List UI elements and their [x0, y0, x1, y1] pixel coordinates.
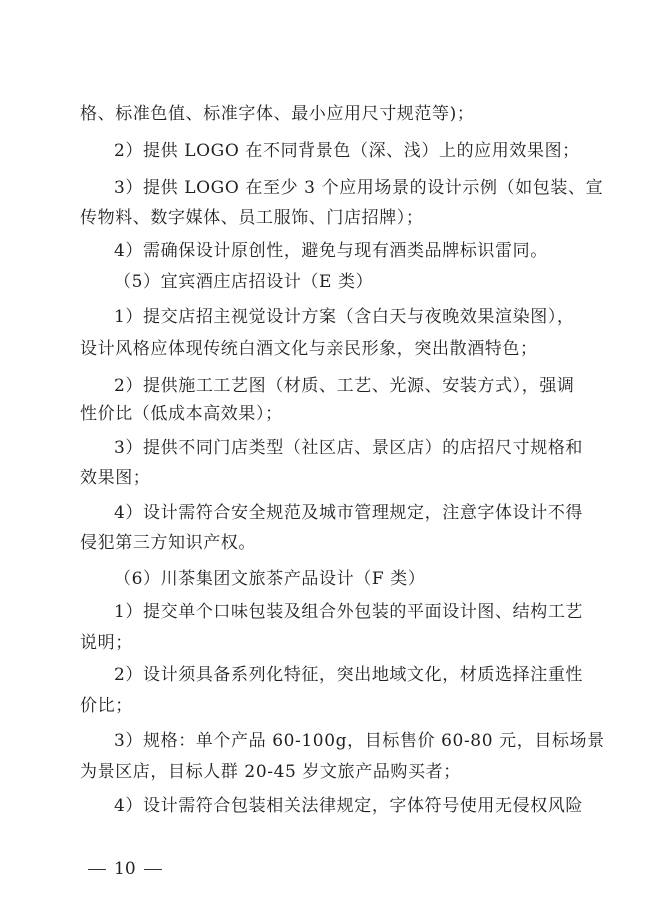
text-line: 1）提交单个口味包装及组合外包装的平面设计图、结构工艺	[114, 602, 584, 622]
section-heading: （5）宜宾酒庄店招设计（E 类）	[114, 272, 374, 292]
text-line: 说明；	[80, 633, 133, 653]
text-line: 4）设计需符合安全规范及城市管理规定，注意字体设计不得	[114, 503, 584, 523]
text-line: 3）提供 LOGO 在至少 3 个应用场景的设计示例（如包装、宣	[114, 178, 604, 198]
text-line: 格、标准色值、标准字体、最小应用尺寸规范等)；	[80, 104, 475, 124]
text-line: 1）提交店招主视觉设计方案（含白天与夜晚效果渲染图），	[114, 307, 575, 327]
footer-dash-left	[88, 869, 106, 870]
text-line: 为景区店，目标人群 20-45 岁文旅产品购买者；	[80, 762, 461, 782]
text-line: 2）提供 LOGO 在不同背景色（深、浅）上的应用效果图；	[114, 141, 580, 161]
page-footer	[88, 858, 162, 880]
text-line: 价比；	[80, 696, 133, 716]
text-line: 侵犯第三方知识产权。	[80, 533, 256, 553]
text-line: 2）提供施工工艺图（材质、工艺、光源、安装方式），强调	[114, 376, 575, 396]
page-number: 10	[114, 859, 136, 879]
section-heading: （6）川茶集团文旅茶产品设计（F 类）	[114, 569, 426, 589]
text-line: 4）设计需符合包装相关法律规定，字体符号使用无侵权风险	[114, 796, 584, 816]
text-line: 传物料、数字媒体、员工服饰、门店招牌）；	[80, 208, 424, 228]
text-line: 4）需确保设计原创性，避免与现有酒类品牌标识雷同。	[114, 241, 548, 261]
footer-dash-right	[144, 869, 162, 870]
text-line: 2）设计须具备系列化特征，突出地域文化，材质选择注重性	[114, 665, 584, 685]
text-line: 效果图；	[80, 468, 151, 488]
text-line: 3）提供不同门店类型（社区店、景区店）的店招尺寸规格和	[114, 438, 584, 458]
text-line: 3）规格：单个产品 60-100g，目标售价 60-80 元，目标场景	[114, 731, 605, 751]
text-line: 设计风格应体现传统白酒文化与亲民形象，突出散酒特色；	[80, 339, 538, 359]
text-line: 性价比（低成本高效果）；	[80, 404, 283, 424]
